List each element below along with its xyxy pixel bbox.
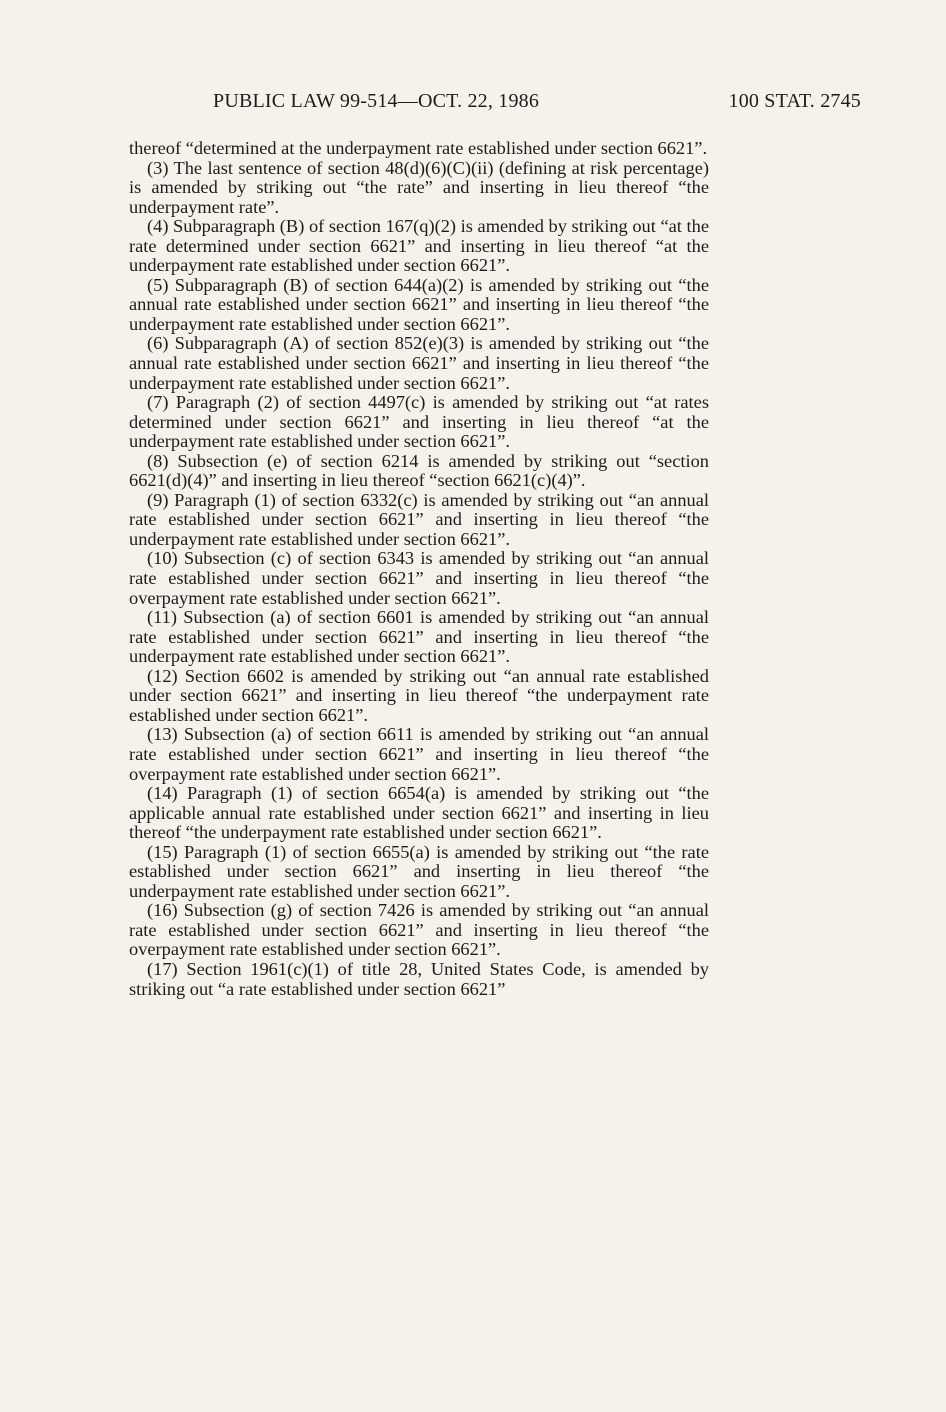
paragraph-15: (15) Paragraph (1) of section 6655(a) is amended by striking out “the rate established under section 6621” and inserting in lieu thereof “the underpayment rate established under section 6621”. (129, 841, 709, 901)
paragraph-14: (14) Paragraph (1) of section 6654(a) is amended by striking out “the applicable annual rate established under section 6621” and inserting in lieu thereof “the underpayment rate established under section 6621”. (129, 783, 709, 843)
paragraph-3: (3) The last sentence of section 48(d)(6)(C)(ii) (defining at risk percentage) is amended by striking out “the rate” and inserting in lieu thereof “the underpayment rate”. (129, 157, 709, 217)
paragraph-6: (6) Subparagraph (A) of section 852(e)(3) is amended by striking out “the annual rate established under section 6621” and inserting in lieu thereof “the underpayment rate established under section 6621”. (129, 333, 709, 393)
paragraph-10: (10) Subsection (c) of section 6343 is amended by striking out “an annual rate established under section 6621” and inserting in lieu thereof “the overpayment rate established under section 6621”. (129, 548, 709, 608)
header-law-citation: PUBLIC LAW 99-514—OCT. 22, 1986 (213, 90, 540, 112)
paragraph-13: (13) Subsection (a) of section 6611 is amended by striking out “an annual rate established under section 6621” and inserting in lieu thereof “the overpayment rate established under section 6621”. (129, 724, 709, 784)
paragraph-11: (11) Subsection (a) of section 6601 is amended by striking out “an annual rate established under section 6621” and inserting in lieu thereof “the underpayment rate established under section 6621”. (129, 607, 709, 667)
page-header (213, 90, 861, 116)
paragraph-7: (7) Paragraph (2) of section 4497(c) is amended by striking out “at rates determined under section 6621” and inserting in lieu thereof “at the underpayment rate established under section 6621”. (129, 392, 709, 452)
paragraph-8: (8) Subsection (e) of section 6214 is amended by striking out “section 6621(d)(4)” and inserting in lieu thereof “section 6621(c)(4)”. (129, 450, 709, 491)
paragraph-16: (16) Subsection (g) of section 7426 is amended by striking out “an annual rate established under section 6621” and inserting in lieu thereof “the overpayment rate established under section 6621”. (129, 900, 709, 960)
header-statute-page: 100 STAT. 2745 (728, 90, 861, 112)
paragraph-17: (17) Section 1961(c)(1) of title 28, United States Code, is amended by striking out “a rate established under section 6621” (129, 958, 709, 999)
body-text (129, 139, 709, 999)
paragraph-4: (4) Subparagraph (B) of section 167(q)(2) is amended by striking out “at the rate determined under section 6621” and inserting in lieu thereof “at the underpayment rate established under section 6621”. (129, 216, 709, 276)
paragraph-9: (9) Paragraph (1) of section 6332(c) is amended by striking out “an annual rate established under section 6621” and inserting in lieu thereof “the underpayment rate established under section 6621”. (129, 489, 709, 549)
paragraph-12: (12) Section 6602 is amended by striking out “an annual rate established under section 6621” and inserting in lieu thereof “the underpayment rate established under section 6621”. (129, 665, 709, 725)
paragraph-continuation: thereof “determined at the underpayment rate established under section 6621”. (129, 138, 708, 158)
paragraph-5: (5) Subparagraph (B) of section 644(a)(2) is amended by striking out “the annual rate established under section 6621” and inserting in lieu thereof “the underpayment rate established under section 6621”. (129, 274, 709, 334)
